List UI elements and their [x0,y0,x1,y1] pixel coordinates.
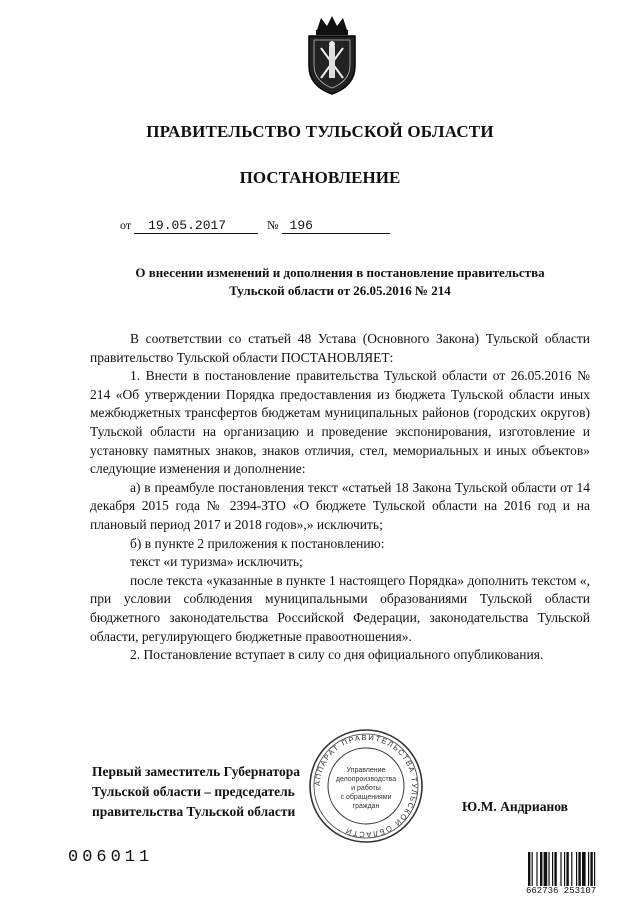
body-paragraph-item-1a: а) в преамбуле постановления текст «статьей 18 Закона Тульской области от 14 декабря 2015 года № 2394-ЗТО «О бюджете Тульской области на 2016 год и на плановый период 2017 и 2018 годов»,» исключить; [90,479,590,532]
number-prefix: № [267,218,279,232]
document-subject [90,264,590,300]
document-serial-number: 006011 [68,848,154,867]
document-body [90,330,590,665]
document-number: 196 [282,218,390,234]
body-paragraph-exclusion: текст «и туризма» исключить; [130,554,303,570]
stamp-ring-text: АППАРАТ ПРАВИТЕЛЬСТВА ТУЛЬСКОЙ ОБЛАСТИ [312,732,420,840]
signer-line-3: правительства Тульской области [92,804,296,819]
official-stamp [308,728,424,844]
body-paragraph-addition: после текста «указанные в пункте 1 настоящего Порядка» дополнить текстом «, при условии соблюдения муниципальными образованиями Тульской области бюджетного законодательства Российской Федерации, законодательства Тульской области, регулирующего бюджетные правоотношения». [90,572,590,644]
date-prefix: от [120,218,132,232]
stamp-line-4: с обращениями [340,794,392,801]
document-dateline [120,218,390,234]
body-paragraph-item-1: 1. Внести в постановление правительства Тульской области от 26.05.2016 № 214 «Об утверждении Порядка предоставления из бюджета Тульской области иных межбюджетных трансфертов бюджетам муниципальных районов (городских округов) Тульской области на организацию и проведение экспонирования, изготовление и установку памятных знаков, знаков отличия, стел, мемориальных и иных объектов» следующие изменения и дополнение: [90,368,590,477]
body-paragraph-item-1b: б) в пункте 2 приложения к постановлению: [130,535,385,551]
subject-line-1: О внесении изменений и дополнения в постановление правительства [135,265,545,280]
signer-line-1: Первый заместитель Губернатора [92,764,300,779]
body-paragraph-item-2: 2. Постановление вступает в силу со дня официального опубликования. [130,647,544,663]
signer-position [92,762,300,822]
barcode-number: 662736 253107 [526,886,597,896]
document-type: ПОСТАНОВЛЕНИЕ [239,168,401,187]
signer-line-2: Тульской области – председатель [92,784,295,799]
stamp-line-5: граждан [352,803,380,810]
government-title: ПРАВИТЕЛЬСТВО ТУЛЬСКОЙ ОБЛАСТИ [146,122,494,141]
subject-line-2: Тульской области от 26.05.2016 № 214 [229,283,451,298]
coat-of-arms-emblem [301,14,363,96]
body-paragraph-preamble: В соответствии со статьей 48 Устава (Основного Закона) Тульской области правительство Тульской области ПОСТАНОВЛЯЕТ: [90,331,590,365]
stamp-line-2: делопроизводства [335,776,397,783]
stamp-line-3: и работы [351,785,381,792]
stamp-line-1: Управление [346,767,386,774]
signer-name: Ю.М. Андрианов [462,799,568,814]
barcode [528,852,624,886]
document-date: 19.05.2017 [134,218,258,234]
